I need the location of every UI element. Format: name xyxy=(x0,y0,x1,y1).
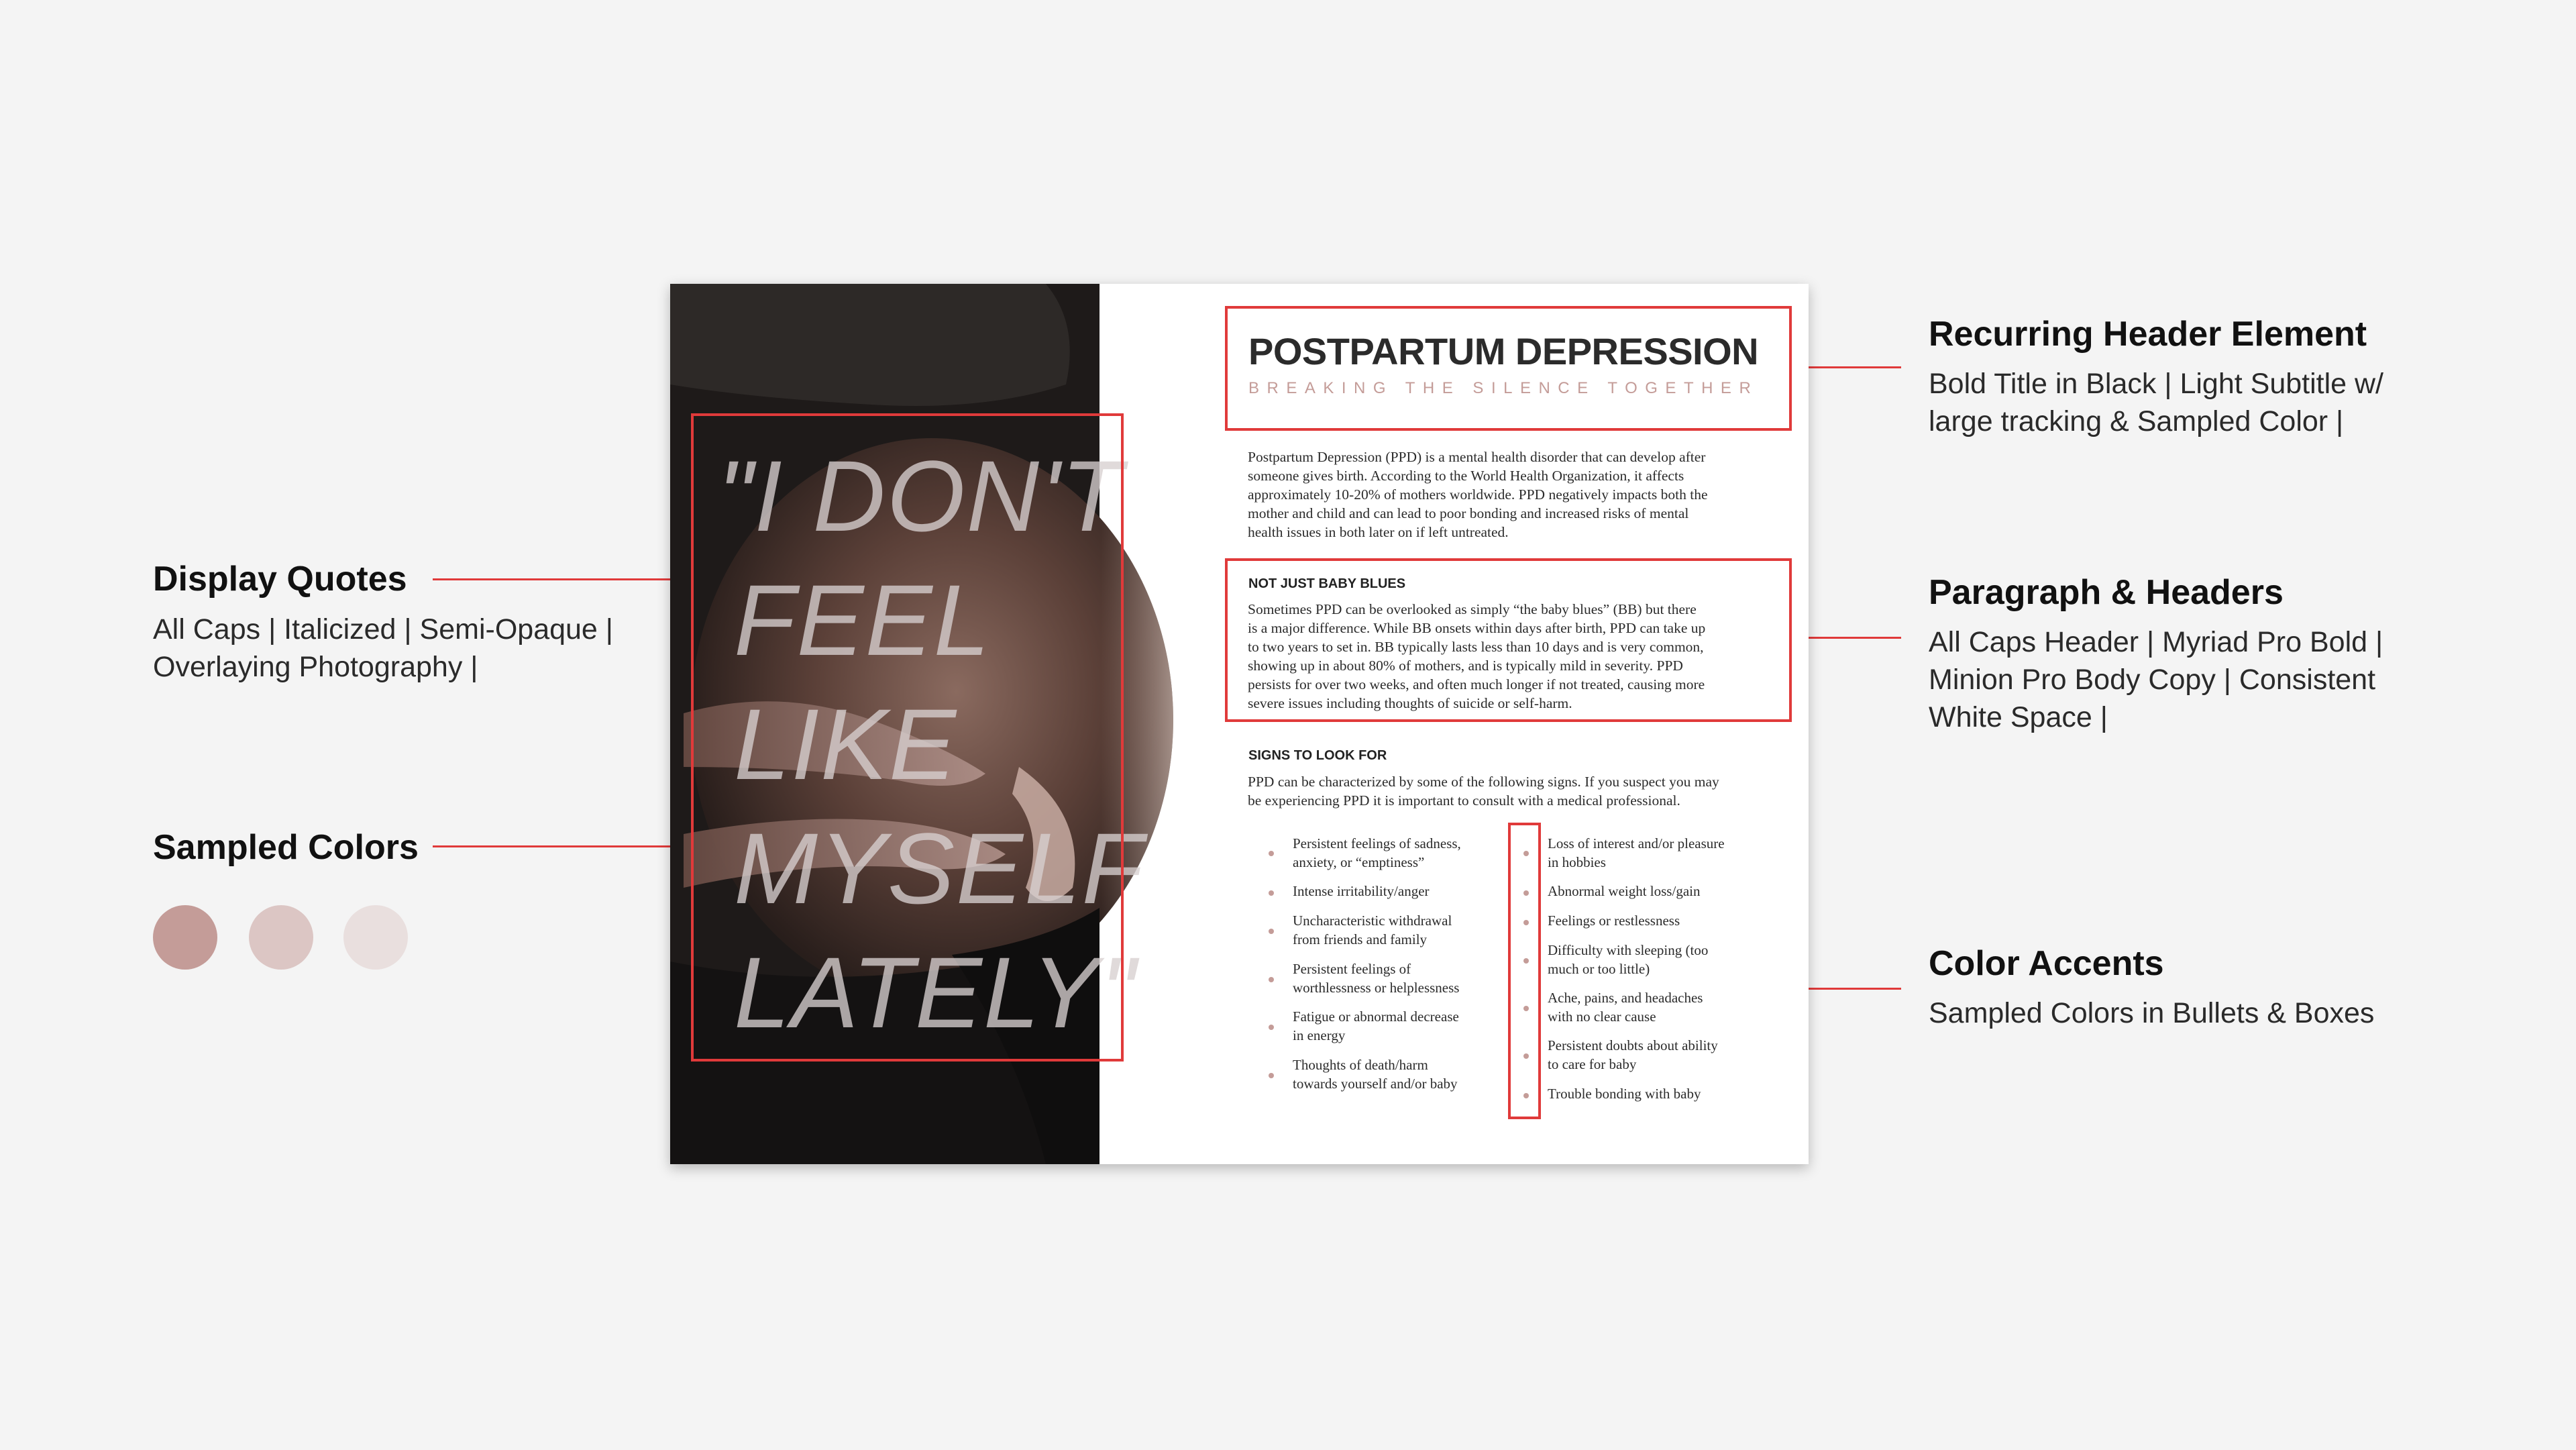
quote-highlight-box xyxy=(691,413,1124,1061)
intro-line: health issues in both later on if left untreated. xyxy=(1248,524,1509,540)
paragraph-highlight-box xyxy=(1225,558,1792,722)
header-element-desc xyxy=(1929,365,2383,440)
bullet-dot xyxy=(1269,851,1274,856)
sign-item xyxy=(1293,882,1430,900)
signs-line: be experiencing PPD it is important to consult with a medical professional. xyxy=(1248,792,1680,809)
sign-text: from friends and family xyxy=(1293,931,1428,947)
header-element-desc-line: large tracking & Sampled Color | xyxy=(1929,405,2344,437)
header-element-desc-line: Bold Title in Black | Light Subtitle w/ xyxy=(1929,368,2384,400)
baby-blues-line: is a major difference. While BB onsets within days after birth, PPD can take up xyxy=(1248,620,1706,636)
sign-item xyxy=(1293,1055,1458,1093)
display-quote-line: LATELY" xyxy=(734,936,1137,1049)
section-heading-signs: SIGNS TO LOOK FOR xyxy=(1248,748,1387,763)
bullet-dot xyxy=(1269,890,1274,896)
display-quotes-title: Display Quotes xyxy=(153,560,407,599)
display-quotes-desc-line: Overlaying Photography | xyxy=(153,651,478,683)
intro-line: someone gives birth. According to the World Health Organization, it affects xyxy=(1248,468,1684,484)
sign-item xyxy=(1293,911,1452,949)
sign-text: Abnormal weight loss/gain xyxy=(1548,883,1701,899)
sign-text: to care for baby xyxy=(1548,1056,1637,1072)
sign-text: in hobbies xyxy=(1548,854,1606,870)
signs-line: PPD can be characterized by some of the following signs. If you suspect you may xyxy=(1248,774,1719,790)
sign-item xyxy=(1548,911,1680,930)
sign-item xyxy=(1548,941,1708,978)
sign-item xyxy=(1548,882,1700,900)
sign-text: much or too little) xyxy=(1548,961,1650,977)
sign-text: anxiety, or “emptiness” xyxy=(1293,854,1425,870)
sign-text: Ache, pains, and headaches xyxy=(1548,990,1703,1006)
sign-text: towards yourself and/or baby xyxy=(1293,1076,1458,1092)
sampled-colors-leader xyxy=(433,845,691,847)
sign-text: in energy xyxy=(1293,1027,1346,1043)
intro-line: Postpartum Depression (PPD) is a mental health disorder that can develop after xyxy=(1248,449,1706,465)
bullet-dot xyxy=(1269,929,1274,934)
sign-item xyxy=(1293,1007,1459,1045)
paragraph-headers-desc-line: Minion Pro Body Copy | Consistent xyxy=(1929,664,2376,696)
header-highlight-box xyxy=(1225,306,1792,431)
paragraph-headers-desc-line: White Space | xyxy=(1929,701,2108,733)
baby-blues-line: Sometimes PPD can be overlooked as simply “the baby blues” (BB) but there xyxy=(1248,601,1697,617)
sign-text: with no clear cause xyxy=(1548,1008,1656,1025)
sign-text: Persistent doubts about ability xyxy=(1548,1037,1718,1053)
baby-blues-line: to two years to set in. BB typically lasts less than 10 days and is very common, xyxy=(1248,639,1704,655)
bullet-highlight-box xyxy=(1508,823,1541,1119)
display-quote-line: MYSELF xyxy=(734,812,1145,925)
signs-paragraph xyxy=(1248,772,1719,810)
baby-blues-line: showing up in about 80% of mothers, and is typically mild in severity. PPD xyxy=(1248,658,1683,674)
intro-line: mother and child and can lead to poor bonding and increased risks of mental xyxy=(1248,505,1689,521)
intro-line: approximately 10-20% of mothers worldwide. PPD negatively impacts both the xyxy=(1248,486,1708,503)
sign-item xyxy=(1548,988,1703,1026)
display-quotes-desc-line: All Caps | Italicized | Semi-Opaque | xyxy=(153,613,613,645)
sign-text: Uncharacteristic withdrawal xyxy=(1293,913,1452,929)
paragraph-headers-desc xyxy=(1929,623,2383,736)
sign-text: Loss of interest and/or pleasure xyxy=(1548,835,1725,851)
sign-item xyxy=(1548,1084,1701,1103)
section-heading-baby-blues: NOT JUST BABY BLUES xyxy=(1248,576,1406,591)
baby-blues-line: persists for over two weeks, and often much longer if not treated, causing more xyxy=(1248,676,1705,692)
sign-text: Thoughts of death/harm xyxy=(1293,1057,1428,1073)
sign-item xyxy=(1293,834,1461,872)
sign-text: Trouble bonding with baby xyxy=(1548,1086,1701,1102)
display-quotes-leader xyxy=(433,578,691,580)
bullet-dot xyxy=(1269,977,1274,982)
sampled-colors-title: Sampled Colors xyxy=(153,828,419,867)
paragraph-headers-title: Paragraph & Headers xyxy=(1929,573,2284,612)
color-accents-title: Color Accents xyxy=(1929,944,2164,983)
paragraph-headers-desc-line: All Caps Header | Myriad Pro Bold | xyxy=(1929,626,2383,658)
sampled-color-swatch-1 xyxy=(153,905,217,970)
sign-item xyxy=(1548,834,1725,872)
color-accents-desc xyxy=(1929,994,2374,1032)
sign-text: Difficulty with sleeping (too xyxy=(1548,942,1709,958)
sampled-color-swatch-3 xyxy=(343,905,408,970)
sign-text: Persistent feelings of sadness, xyxy=(1293,835,1461,851)
sign-text: Feelings or restlessness xyxy=(1548,913,1680,929)
baby-blues-line: severe issues including thoughts of suicide or self-harm. xyxy=(1248,695,1572,711)
sign-item xyxy=(1548,1036,1718,1074)
display-quote-line: FEEL xyxy=(734,564,991,676)
brochure-title: POSTPARTUM DEPRESSION xyxy=(1248,330,1759,372)
intro-paragraph xyxy=(1248,448,1707,541)
display-quote-line: LIKE xyxy=(734,688,958,800)
sign-text: Fatigue or abnormal decrease xyxy=(1293,1008,1459,1025)
color-accents-desc-line: Sampled Colors in Bullets & Boxes xyxy=(1929,997,2375,1029)
header-element-title: Recurring Header Element xyxy=(1929,315,2367,354)
bullet-dot xyxy=(1269,1025,1274,1030)
display-quotes-desc xyxy=(153,611,613,686)
sign-item xyxy=(1293,960,1459,997)
sign-text: Intense irritability/anger xyxy=(1293,883,1430,899)
display-quote-line: "I DON'T xyxy=(717,439,1124,552)
bullet-dot xyxy=(1269,1073,1274,1078)
brochure-subtitle: BREAKING THE SILENCE TOGETHER xyxy=(1248,379,1759,397)
sign-text: Persistent feelings of xyxy=(1293,961,1411,977)
sign-text: worthlessness or helplessness xyxy=(1293,980,1460,996)
sampled-color-swatch-2 xyxy=(249,905,313,970)
